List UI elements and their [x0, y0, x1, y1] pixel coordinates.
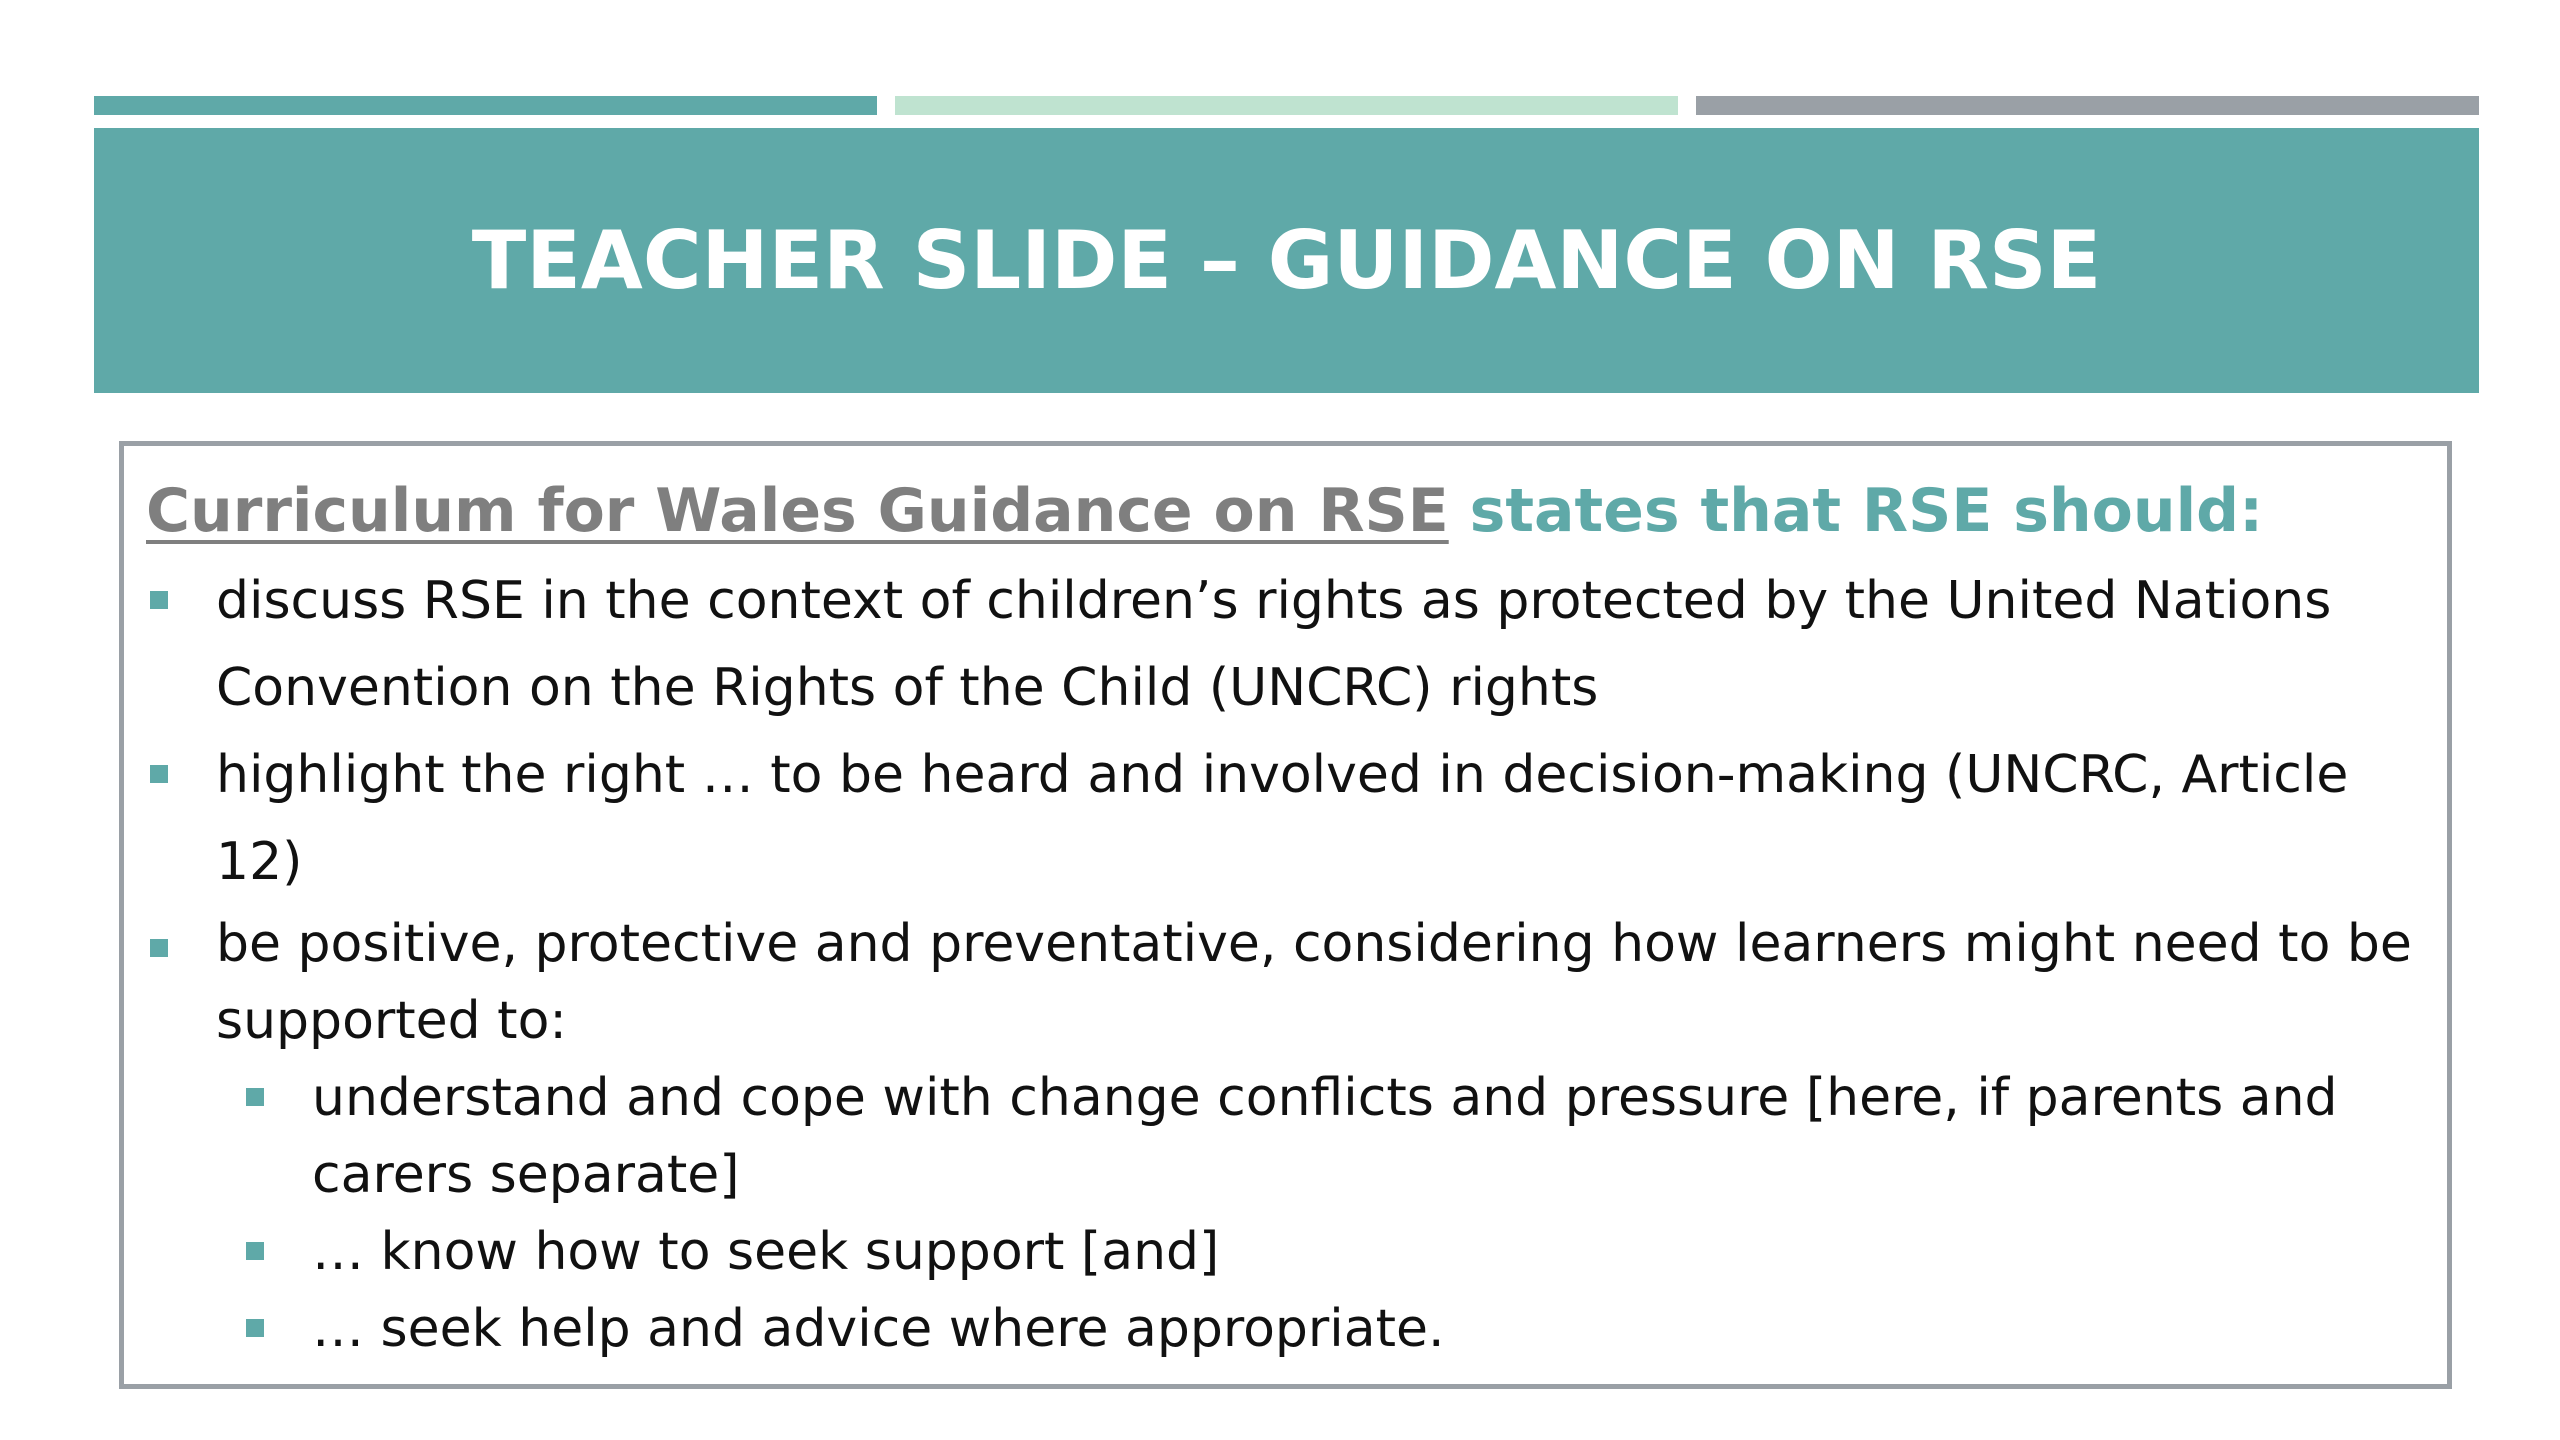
square-bullet-icon [150, 591, 168, 609]
title-band [94, 128, 2479, 393]
list-item [146, 558, 2429, 732]
sub-list-item-text: understand and cope with change conflicts and pressure [here, if parents and carers separate] [312, 1068, 2338, 1205]
accent-bar-mint [895, 96, 1678, 115]
list-item-text: highlight the right … to be heard and involved in decision-making (UNCRC, Article 12) [216, 745, 2349, 892]
content-box [119, 441, 2452, 1389]
sub-list-item-text: … know how to seek support [and] [312, 1222, 1220, 1282]
bullet-list [146, 558, 2429, 1060]
square-bullet-icon [246, 1088, 264, 1106]
guidance-link[interactable]: Curriculum for Wales Guidance on RSE [146, 476, 1449, 546]
list-item-text: be positive, protective and preventative, considering how learners might need to be supported to: [216, 914, 2412, 1051]
square-bullet-icon [246, 1242, 264, 1260]
sub-bullet-list [146, 1060, 2429, 1368]
square-bullet-icon [150, 939, 168, 957]
accent-bar-teal [94, 96, 877, 115]
list-item [146, 732, 2429, 906]
sub-list-item-text: … seek help and advice where appropriate. [312, 1299, 1445, 1359]
slide-title: TEACHER SLIDE – GUIDANCE ON RSE [471, 214, 2102, 307]
list-item-text: discuss RSE in the context of children’s rights as protected by the United Nations Convention on the Rights of the Child (UNCRC) rights [216, 571, 2332, 718]
square-bullet-icon [150, 765, 168, 783]
square-bullet-icon [246, 1319, 264, 1337]
accent-bar-grey [1696, 96, 2479, 115]
sub-list-item [146, 1291, 2429, 1368]
content-heading [146, 466, 2429, 556]
list-item [146, 906, 2429, 1060]
sub-list-item [146, 1060, 2429, 1214]
sub-list-item [146, 1214, 2429, 1291]
heading-rest: states that RSE should: [1469, 476, 2264, 546]
